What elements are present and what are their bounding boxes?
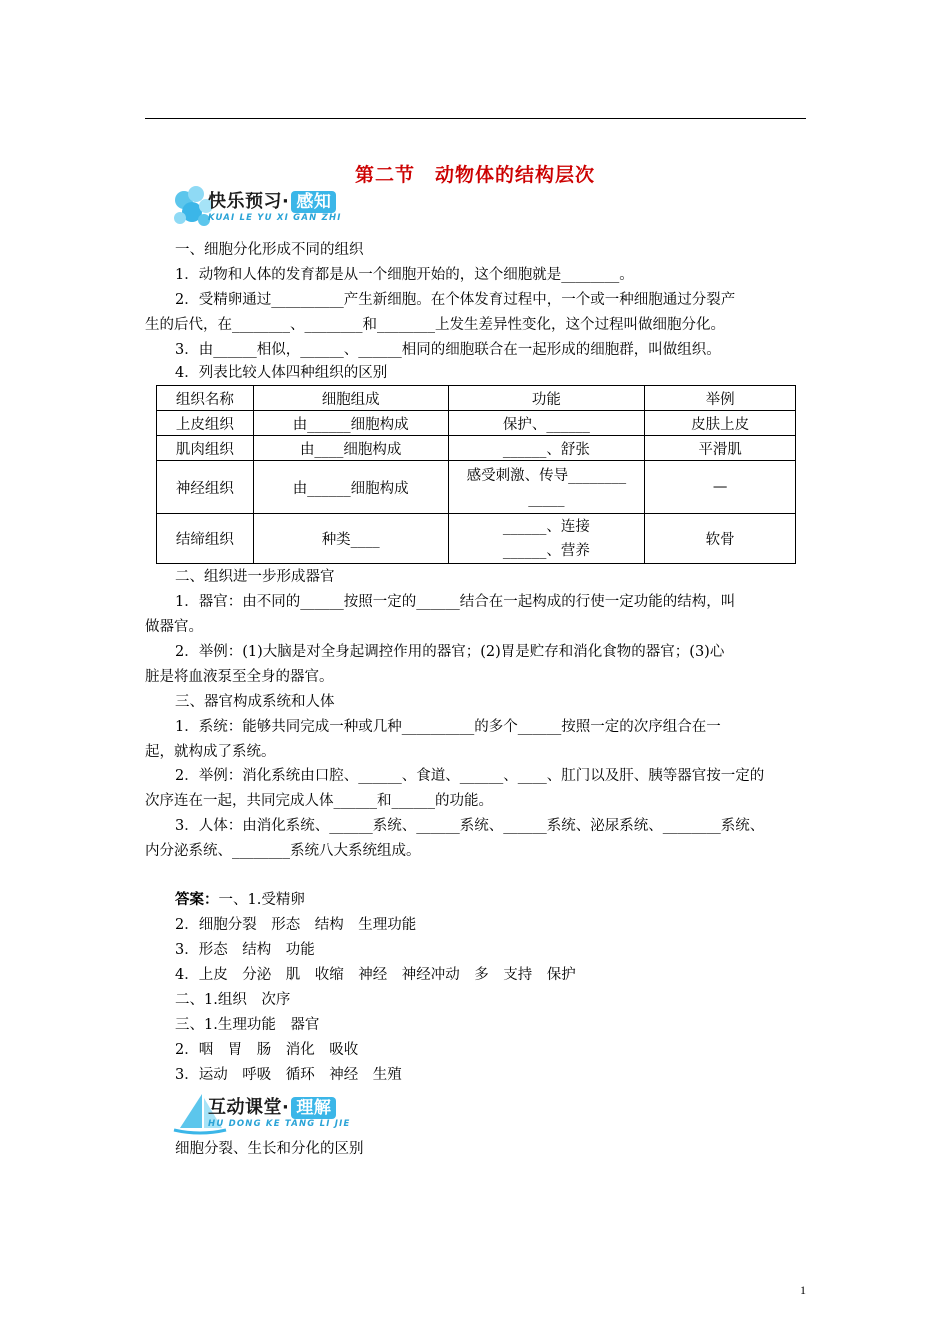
banner-interactive-title: 互动课堂· 理解: [208, 1093, 336, 1119]
table-cell: 结缔组织: [157, 514, 254, 564]
table-row: [157, 514, 796, 564]
table-header-cell: 举例: [645, 386, 796, 411]
answer-line: 二、1.组织 次序: [175, 992, 291, 1008]
table-cell-line: ______、营养: [502, 542, 590, 559]
answer-line: 三、1.生理功能 器官: [175, 1017, 320, 1033]
section-heading-2: 二、组织进一步形成器官: [175, 569, 335, 585]
text-line: 3．由______相似，______、______相同的细胞联合在一起形成的细胞群，叫做组织。: [175, 342, 721, 358]
table-cell: 上皮组织: [157, 411, 254, 436]
table-cell: 由______细胞构成: [253, 411, 448, 436]
table-cell: 肌肉组织: [157, 436, 254, 461]
text-line: 1．器官：由不同的______按照一定的______结合在一起构成的行使一定功能的结构，叫: [175, 594, 736, 610]
text-line: 2．受精卵通过__________产生新细胞。在个体发育过程中，一个或一种细胞通过分裂产: [175, 292, 736, 308]
section-heading-3: 三、器官构成系统和人体: [175, 694, 335, 710]
table-cell: 皮肤上皮: [645, 411, 796, 436]
tissue-comparison-table: [156, 385, 796, 564]
text-line: 生的后代，在________、________和________上发生差异性变化，这个过程叫做细胞分化。: [145, 317, 725, 333]
table-cell: 保护、______: [448, 411, 645, 436]
answer-line: 4．上皮 分泌 肌 收缩 神经 神经冲动 多 支持 保护: [175, 967, 576, 983]
answer-line: 3．形态 结构 功能: [175, 942, 315, 958]
table-cell: 由____细胞构成: [253, 436, 448, 461]
table-cell: 软骨: [645, 514, 796, 564]
text-line: 1．动物和人体的发育都是从一个细胞开始的，这个细胞就是________。: [175, 267, 634, 283]
table-cell: 神经组织: [157, 461, 254, 514]
text-line: 2．举例：消化系统由口腔、______、食道、______、____、肛门以及肝、胰等器官按一定的: [175, 768, 765, 784]
text-line: 2．举例：(1)大脑是对全身起调控作用的器官；(2)胃是贮存和消化食物的器官；(3)心: [175, 644, 725, 660]
answer-text: 一、1.受精卵: [218, 892, 305, 908]
text-line: 做器官。: [145, 619, 203, 635]
table-header-cell: 细胞组成: [253, 386, 448, 411]
table-cell: [448, 461, 645, 514]
text-line: 内分泌系统、________系统八大系统组成。: [145, 843, 421, 859]
banner-preview-subtitle: KUAI LE YU XI GAN ZHI: [208, 213, 342, 223]
table-cell: 平滑肌: [645, 436, 796, 461]
table-cell: ______、舒张: [448, 436, 645, 461]
table-row: [157, 436, 796, 461]
table-row: [157, 411, 796, 436]
answer-line: 2．咽 胃 肠 消化 吸收: [175, 1042, 359, 1058]
table-header-cell: 功能: [448, 386, 645, 411]
table-cell-line: ______、连接: [502, 518, 590, 535]
section-heading-1: 一、细胞分化形成不同的组织: [175, 242, 364, 258]
text-line: 次序连在一起，共同完成人体______和______的功能。: [145, 793, 493, 809]
page-number: 1: [800, 1283, 806, 1297]
header-rule: [145, 118, 806, 119]
text-line: 脏是将血液泵至全身的器官。: [145, 669, 334, 685]
table-cell-line: _____: [528, 491, 565, 507]
answers-first-line: [175, 890, 305, 910]
answers-label: 答案：: [175, 891, 219, 908]
page-title: 第二节 动物体的结构层次: [354, 164, 595, 186]
table-cell: —: [645, 461, 796, 514]
text-line: 起，就构成了系统。: [145, 744, 276, 760]
table-cell-line: 感受刺激、传导________: [466, 468, 627, 484]
text-line: 4．列表比较人体四种组织的区别: [175, 365, 388, 381]
table-cell: 种类____: [253, 514, 448, 564]
table-header-cell: 组织名称: [157, 386, 254, 411]
table-cell: 由______细胞构成: [253, 461, 448, 514]
table-header-row: [157, 386, 796, 411]
banner-interactive-subtitle: HU DONG KE TANG LI JIE: [208, 1119, 351, 1129]
table-cell: [448, 514, 645, 564]
table-row: [157, 461, 796, 514]
banner-preview: [172, 184, 412, 234]
answer-line: 2．细胞分裂 形态 结构 生理功能: [175, 917, 417, 933]
banner-preview-title: 快乐预习· 感知: [208, 187, 336, 213]
answer-line: 3．运动 呼吸 循环 神经 生殖: [175, 1067, 402, 1083]
banner-interactive: [172, 1090, 412, 1140]
text-line: 细胞分裂、生长和分化的区别: [175, 1141, 364, 1157]
text-line: 1．系统：能够共同完成一种或几种__________的多个______按照一定的次序组合在一: [175, 719, 721, 735]
text-line: 3．人体：由消化系统、______系统、______系统、______系统、泌尿系统、________系统、: [175, 818, 765, 834]
